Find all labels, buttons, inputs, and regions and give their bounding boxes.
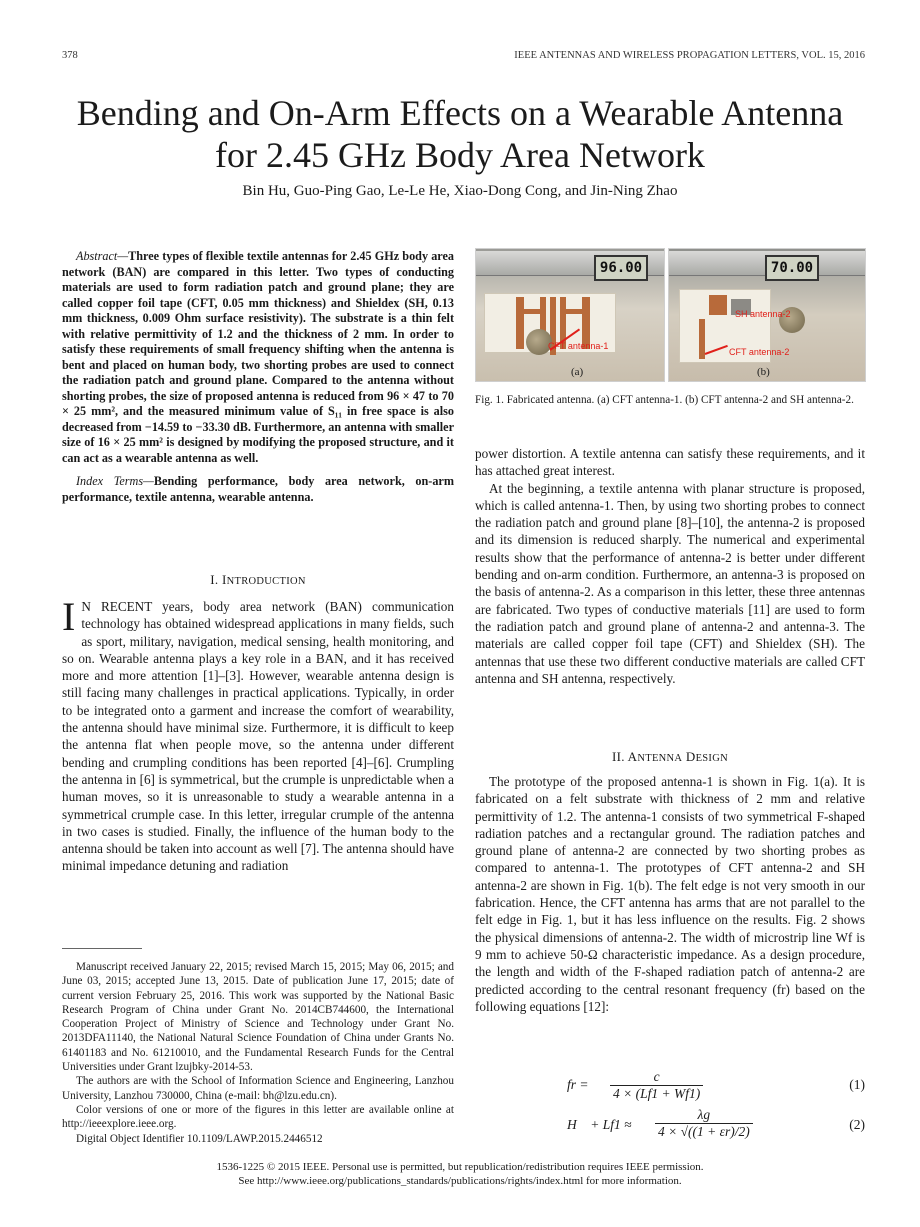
intro-paragraph-2: At the beginning, a textile antenna with planar structure is proposed, which is called antenna-1. Then, by using two shorting probes to connect the radiation patch and ground plane [8]–[10], the antenna-2 is proposed and its dimension is reduced sharply. The numerical and experimental results show that the performance of antenna-2 is better under different bending and on-arm condition. Furthermore, an antenna-3 is proposed on the basis of antenna-2. As a comparison in this letter, these three antennas are fabricated. Two types of conductive materials [11] are used to form the radiation patch and ground plane of antenna-2 and antenna-3. The materials are called copper foil tape (CFT) and Shieldex (SH). The antennas that use these two different conductive materials are called CFT antenna and SH antenna, respectively.: [475, 480, 865, 686]
equation-1-numerator: c: [610, 1069, 703, 1086]
introduction-body: N RECENT years, body area network (BAN) communication technology has obtained widespread applications in many fields, such as sport, military, navigation, medical sensing, health monitoring, and so on. Wearable antenna plays a key role in a BAN, and it has received more and more attention [1]–[3]. However, wearable antenna design is still facing many challenges in practical applications. Typically, in order to be integrated onto a garment and increase the comfort of wearability, the antenna should have minimal size. Furthermore, it is difficult to keep the antenna flat when people move, so the antenna under different bending and crumpling conditions has been reported [4]–[6]. Crumpling the antenna in [6] is symmetrical, but the crumple is unpredictable when a human moves, so it is unreasonable to study a wearable antenna in a symmetrical crumple case. In this letter, irregular crumple of the antenna in two cases is studied. Finally, the influence of the human body to the antenna should be taken into account as well [7]. The antenna should have minimal impedance detuning and radiation: [62, 599, 454, 874]
equation-1-fraction: [610, 1069, 703, 1102]
figure-1-caption: Fig. 1. Fabricated antenna. (a) CFT antenna-1. (b) CFT antenna-2 and SH antenna-2.: [475, 394, 854, 406]
equation-2-denominator: 4 × √((1 + εr)/2): [658, 1124, 750, 1139]
abstract-block: [62, 249, 454, 505]
equation-2-lhs: H + Lf1 ≈: [567, 1117, 632, 1132]
footnotes: [62, 960, 454, 1146]
journal-header: IEEE ANTENNAS AND WIRELESS PROPAGATION LETTERS, VOL. 15, 2016: [514, 50, 865, 61]
copyright-line-1: 1536-1225 © 2015 IEEE. Personal use is permitted, but republication/redistribution requires IEEE permission.: [216, 1161, 704, 1173]
copper-patch-left-bar: [516, 309, 546, 314]
label-cft-antenna-2: CFT antenna-2: [729, 347, 790, 357]
equation-2-fraction: [655, 1107, 753, 1140]
label-sh-antenna-2: SH antenna-2: [735, 309, 791, 319]
section-heading-antenna-design: [475, 749, 865, 765]
section-title-rest-2: ESIGN: [695, 753, 728, 764]
footnote-divider: [62, 948, 142, 949]
antenna-design-text: [475, 773, 865, 1015]
equation-2-numerator: λg: [655, 1107, 753, 1124]
copper-patch-b: [709, 295, 727, 315]
paper-title: [0, 92, 920, 176]
introduction-text: [62, 594, 454, 875]
photo-antenna-2: [668, 248, 866, 382]
drop-cap: I: [62, 594, 76, 639]
equation-1-number: (1): [849, 1077, 865, 1092]
abstract: [62, 249, 454, 466]
equation-1-denominator: 4 × (Lf1 + Wf1): [613, 1086, 701, 1101]
label-cft-antenna-1: CFT antenna-1: [548, 341, 609, 351]
photo-cft-antenna-1: [475, 248, 665, 382]
footnote-authors: The authors are with the School of Information Science and Engineering, Lanzhou University, Lanzhou 730000, China (e-mail: bh@lzu.edu.cn).: [62, 1075, 454, 1102]
page-number: 378: [62, 50, 78, 61]
section-title-initial-1: A: [627, 749, 638, 764]
sublabel-b: (b): [757, 366, 770, 378]
title-line-1: Bending and On-Arm Effects on a Wearable Antenna: [76, 93, 844, 133]
right-column-text: [475, 445, 865, 687]
antenna-design-body: The prototype of the proposed antenna-1 is shown in Fig. 1(a). It is fabricated on a felt substrate with thickness of 2 mm and relative permittivity of 1.2. The antenna-1 consists of two symmetrical F-shaped radiation patches and a rectangular ground. The radiation patches and ground plane of antenna-2 are connected by two shorting probes as compared to antenna-1. The prototypes of CFT antenna-2 and SH antenna-2 are shown in Fig. 1(b). The felt edge is not very smooth in our fabrication. Hence, the CFT antenna has arms that are not parallel to the felt edge in Fig. 1, but it has less influence on the results. Fig. 2 shows the physical dimensions of antenna-2. The width of microstrip line Wf is 9 mm to achieve 50-Ω characteristic impedance. As a design procedure, the length and width of the F-shaped radiation patch of antenna-2 are predicted according to the central resonant frequency (fr) based on the following equations [12]:: [475, 774, 865, 1014]
index-terms-lead: Index Terms—: [76, 474, 154, 488]
abstract-body: Three types of flexible textile antennas for 2.45 GHz body area network (BAN) are compared in this letter. Two types of conducting materials are used to form radiation patch and ground plane; they are called copper foil tape (CFT, 0.05 mm thickness) and Shieldex (SH, 0.13 mm thickness, 0.009 Ohm surface resistivity). The substrate is a thin felt with relative permittivity of 1.2 and the thickness of 2 mm. In order to satisfy these requirements of small frequency shifting when the antenna is bent and placed on human body, two shorting probes are used to connect the radiation patch and ground plane. Compared to the antenna without shorting probes, the size of proposed antenna is reduced from 96 × 47 to 70 × 25 mm², and the measured minimum value of S₁₁ in free space is also decreased from −14.59 to −33.30 dB. Furthermore, an antenna with smaller size of 16 × 25 mm² is designed by modifying the proposed structure, and it can act as a wearable antenna as well.: [62, 249, 454, 465]
section-heading-introduction: [62, 572, 454, 588]
intro-continuation: power distortion. A textile antenna can satisfy these requirements, and it has attached great interest.: [475, 446, 865, 479]
title-line-2: for 2.45 GHz Body Area Network: [215, 135, 705, 175]
section-title-rest: NTRODUCTION: [226, 576, 306, 587]
footnote-doi: Digital Object Identifier 10.1109/LAWP.2015.2446512: [76, 1132, 323, 1145]
copper-patch-left-arm: [516, 297, 524, 349]
equation-1-lhs: fr =: [567, 1077, 589, 1092]
caliper-readout-a: 96.00: [594, 255, 648, 281]
author-list: Bin Hu, Guo-Ping Gao, Le-Le He, Xiao-Dong Cong, and Jin-Ning Zhao: [242, 183, 678, 199]
index-terms-body: Bending performance, body area network, on-arm performance, textile antenna, wearable antenna.: [62, 474, 454, 504]
abstract-lead: Abstract—: [76, 249, 129, 263]
figure-1: [475, 248, 865, 380]
copyright-line-2: See http://www.ieee.org/publications_standards/publications/rights/index.html for more information.: [238, 1175, 682, 1187]
section-title-initial-2: D: [685, 749, 696, 764]
section-numeral: I.: [210, 572, 219, 587]
equation-2-number: (2): [849, 1117, 865, 1132]
section-title-initial: I: [221, 572, 227, 587]
sublabel-a: (a): [571, 366, 584, 378]
index-terms: [62, 474, 454, 505]
section-numeral: II.: [611, 749, 625, 764]
caliper-readout-b: 70.00: [765, 255, 819, 281]
section-title-rest-1: NTENNA: [637, 753, 683, 764]
footnote-manuscript: Manuscript received January 22, 2015; revised March 15, 2015; May 06, 2015; and June 03, 2015; accepted June 13, 2015. Date of publication June 17, 2015; date of current version February 25, 2016. This work was supported by the National Basic Research Program of China under Grant No. 2014CB744600, the International Cooperation Project of Ministry of Science and Technology under Grant No. 2013DFA11140, the National Natural Science Foundation of China under Grants No. 61401183 and No. 61210010, and the Fundamental Research Funds for the Central Universities under Grant lzujbky-2014-53.: [62, 961, 454, 1074]
copyright-notice: [0, 1160, 920, 1188]
footnote-color: Color versions of one or more of the figures in this letter are available online at http://ieeexplore.ieee.org.: [62, 1103, 454, 1131]
